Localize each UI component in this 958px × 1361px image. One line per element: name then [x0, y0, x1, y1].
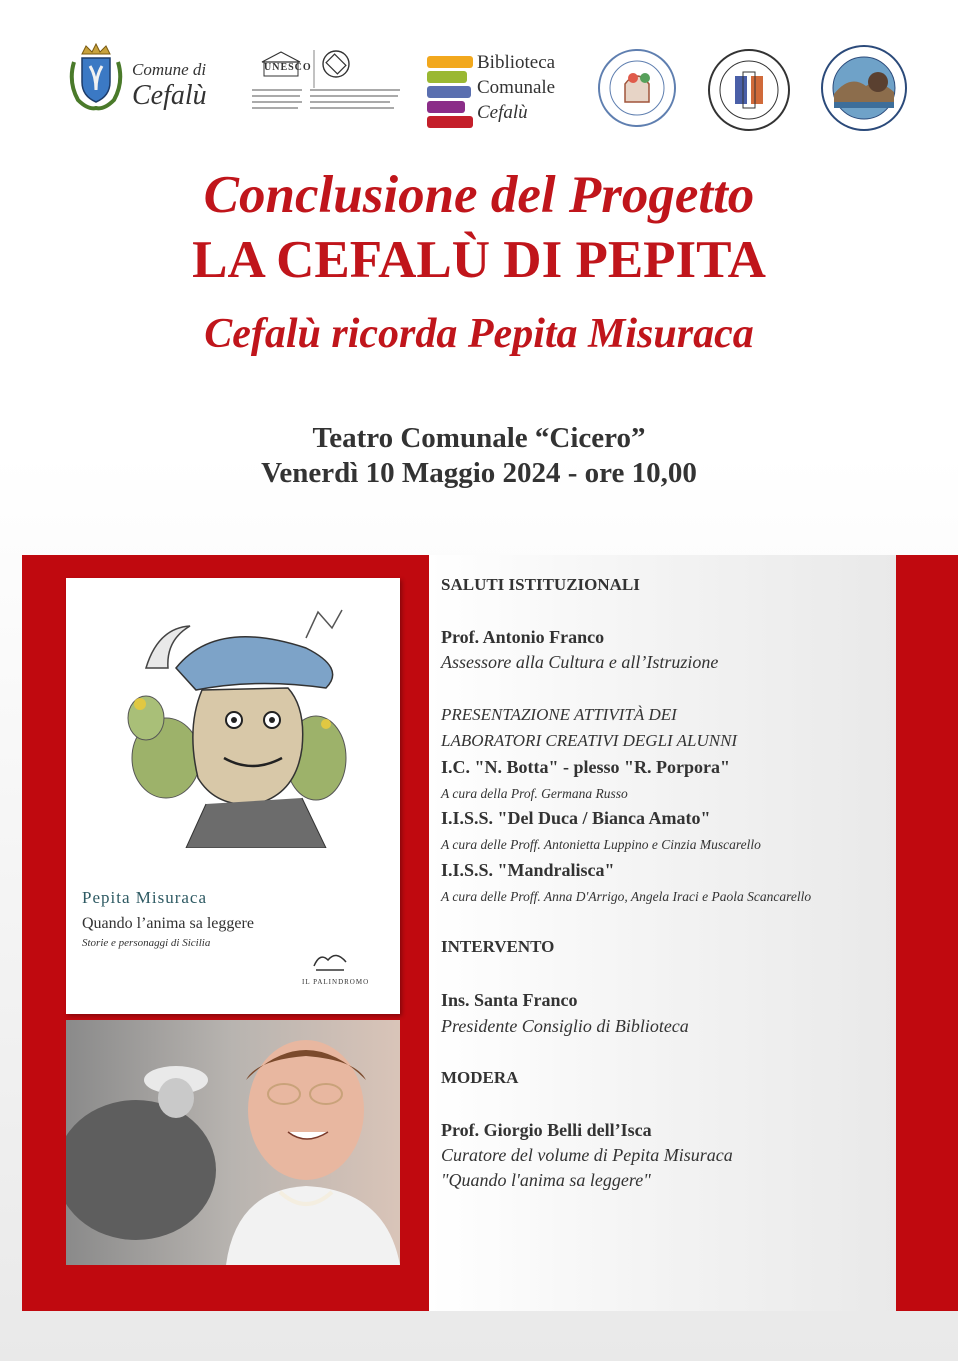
portrait-photo [66, 1020, 400, 1265]
school1-curator: A cura della Prof. Germana Russo [441, 786, 628, 801]
school-seal-botta-icon [597, 48, 677, 128]
book-author: Pepita Misuraca [82, 888, 207, 907]
unesco-caption-lines [244, 86, 404, 118]
red-panel-right [896, 555, 958, 1311]
comune-city: Cefalù [132, 80, 207, 111]
book-title: Quando l’anima sa leggere [82, 915, 254, 932]
school3-curator: A cura delle Proff. Anna D'Arrigo, Angela Iraci e Paola Scancarello [441, 889, 812, 904]
speaker2-name: Ins. Santa Franco [441, 990, 578, 1010]
presentazione-line2: LABORATORI CREATIVI DEGLI ALUNNI [441, 731, 738, 750]
modera-heading: MODERA [441, 1068, 519, 1087]
publisher-logo-icon [310, 948, 350, 974]
title-line-3: Cefalù ricorda Pepita Misuraca [204, 311, 754, 357]
book-subtitle: Storie e personaggi di Sicilia [82, 937, 211, 949]
biblioteca-line2: Comunale [477, 77, 556, 98]
school3-name: I.I.S.S. "Mandralisca" [441, 860, 615, 880]
book-publisher: IL PALINDROMO [302, 978, 370, 986]
saluti-heading: SALUTI ISTITUZIONALI [441, 575, 640, 594]
cover-illustration [106, 608, 366, 848]
unesco-logo [244, 48, 406, 128]
school-seal-mandralisca-icon [820, 44, 908, 132]
biblioteca-bar [427, 71, 467, 83]
speaker1-name: Prof. Antonio Franco [441, 627, 605, 647]
event-venue: Teatro Comunale “Cicero” [312, 422, 646, 454]
school2-curator: A cura delle Proff. Antonietta Luppino e Cinzia Muscarello [441, 837, 761, 852]
title-line-2: LA CEFALÙ DI PEPITA [192, 231, 766, 289]
comune-logo [66, 42, 226, 132]
comune-crest-icon [66, 42, 126, 112]
presentazione-line1: PRESENTAZIONE ATTIVITÀ DEI [441, 705, 677, 724]
portrait-photo-image [66, 1020, 400, 1265]
comune-label: Comune di [132, 60, 207, 79]
biblioteca-logo [427, 52, 577, 132]
speaker3-name: Prof. Giorgio Belli dell’Isca [441, 1120, 652, 1140]
biblioteca-bar [427, 116, 473, 128]
speaker1-role: Assessore alla Cultura e all’Istruzione [441, 652, 719, 672]
biblioteca-bar [427, 56, 473, 68]
speaker3-role: Curatore del volume di Pepita Misuraca [441, 1145, 733, 1165]
logo-strip [0, 30, 958, 140]
speaker3-book: "Quando l'anima sa leggere" [441, 1170, 651, 1190]
school-seal-iiss-icon [707, 48, 791, 132]
speaker2-role: Presidente Consiglio di Biblioteca [441, 1016, 689, 1036]
school2-name: I.I.S.S. "Del Duca / Bianca Amato" [441, 808, 711, 828]
title-line-1: Conclusione del Progetto [203, 166, 755, 224]
event-date: Venerdì 10 Maggio 2024 - ore 10,00 [261, 457, 697, 489]
biblioteca-line3: Cefalù [477, 102, 528, 123]
book-cover [66, 578, 400, 1014]
biblioteca-line1: Biblioteca [477, 52, 556, 73]
biblioteca-bar [427, 101, 465, 113]
unesco-name: UNESCO [264, 62, 312, 73]
biblioteca-bar [427, 86, 471, 98]
school1-name: I.C. "N. Botta" - plesso "R. Porpora" [441, 757, 730, 777]
intervento-heading: INTERVENTO [441, 937, 555, 956]
